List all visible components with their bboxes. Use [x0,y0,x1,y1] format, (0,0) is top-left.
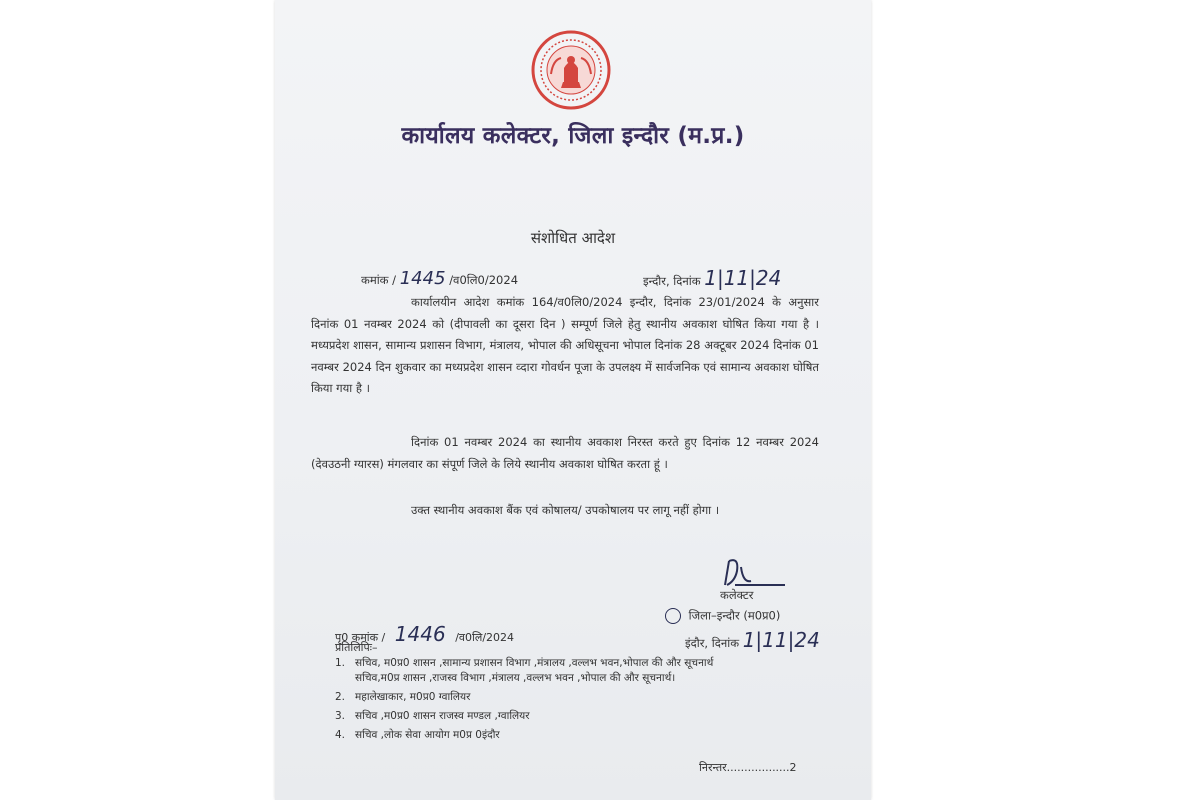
order-number-suffix: /व0लि0/2024 [449,273,519,287]
list-item-text: महालेखाकार, म0प्र0 ग्वालियर [355,691,471,703]
list-item-number: 2. [335,691,346,703]
list-item-text: सचिव, म0प्र0 शासन ,सामान्य प्रशासन विभाग ,मंत्रालय ,वल्लभ भवन,भोपाल की और सूचनार्थ [355,657,714,669]
order-date-label: इन्दौर, दिनांक [643,274,701,288]
body-paragraph-1: कार्यालयीन आदेश कमांक 164/व0लि0/2024 इन्दौर, दिनांक 23/01/2024 के अनुसार दिनांक 01 नवम्बर 2024 को (दीपावली का दूसरा दिन ) सम्पूर्ण जिले हेतु स्थानीय अवकाश घोषित किया गया है । मध्यप्रदेश शासन, सामान्य प्रशासन विभाग, मंत्रालय, भोपाल की अधिसूचना भोपाल दिनांक 28 अक्टूबर 2024 दिनांक 01 नवम्बर 2024 दिन शुकवार का मध्यप्रदेश शासन व्दारा गोवर्धन पूजा के उपलक्ष्य में सार्वजनिक एवं सामान्य अवकाश घोषित किया गया है । [311,295,819,395]
endorsement-number-handwritten: 1446 [394,622,446,646]
signature-date-handwritten: 1|11|24 [742,628,820,652]
list-item-continuation: सचिव,म0प्र शासन ,राजस्व विभाग ,मंत्रालय ,वल्लभ भवन ,भोपाल की और सूचनार्थ। [355,672,676,684]
list-item [335,709,713,724]
copy-to-label: प्रतिलिपिः– [335,641,378,654]
list-item-text: सचिव ,लोक सेवा आयोग म0प्र 0इंदौर [355,729,500,741]
body-paragraph-2: दिनांक 01 नवम्बर 2024 का स्थानीय अवकाश निरस्त करते हुए दिनांक 12 नवम्बर 2024 (देवउठनी ग्यारस) मंगलवार का संपूर्ण जिले के लिये स्थानीय अवकाश घोषित करता हूं । [311,435,819,471]
state-emblem-seal [531,30,611,110]
order-date [643,266,781,290]
list-item [335,728,713,743]
endorsement-number-suffix: /व0लि/2024 [455,631,515,644]
document-page [275,0,871,800]
list-item-number: 4. [335,729,346,741]
continued-marker: निरन्तर..................2 [699,761,797,774]
order-number [361,268,518,289]
signatory-district-label: जिला–इन्दौर (म0प्र0) [688,608,781,623]
signature-date [685,628,820,652]
list-item [335,656,713,686]
signatory-district [665,608,780,624]
order-title: संशोधित आदेश [530,229,616,247]
signature-date-label: इंदौर, दिनांक [685,636,740,650]
list-item-number: 1. [335,657,346,669]
copy-to-list [335,656,713,747]
endorsement-number-prefix: पृ0 कमांक / [335,631,386,644]
order-number-handwritten: 1445 [399,268,446,289]
initial-mark [665,608,681,624]
order-number-prefix: कमांक / [361,273,397,287]
signatory-title: कलेक्टर [720,588,754,602]
list-item-text: सचिव ,म0प्र0 शासन राजस्व मण्डल ,ग्वालियर [355,710,530,722]
list-item-number: 3. [335,710,346,722]
list-item [335,690,713,705]
office-heading: कार्यालय कलेक्टर, जिला इन्दौर (म.प्र.) [401,123,745,149]
order-date-handwritten: 1|11|24 [704,266,782,290]
body-paragraph-3: उक्त स्थानीय अवकाश बैंक एवं कोषालय/ उपकोषालय पर लागू नहीं होगा । [411,503,720,517]
